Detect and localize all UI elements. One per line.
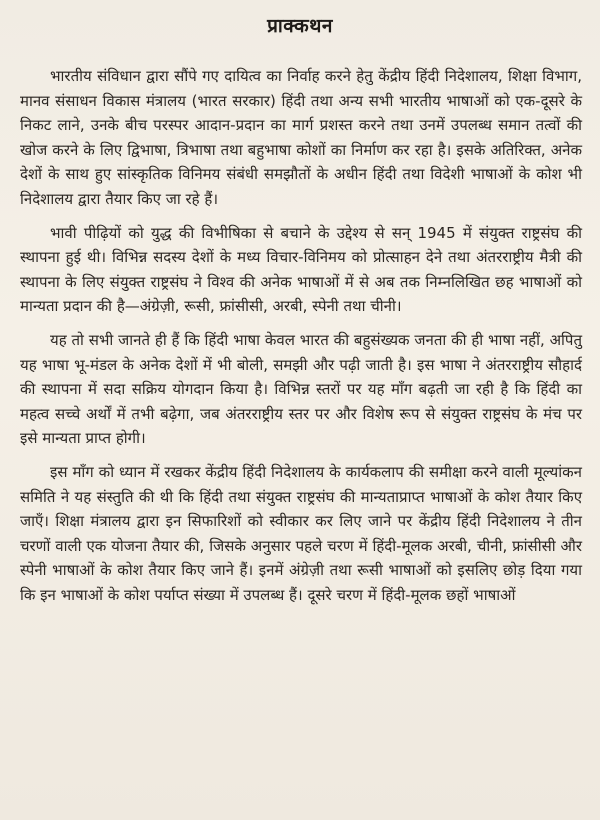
paragraph-4: इस माँग को ध्यान में रखकर केंद्रीय हिंदी निदेशालय के कार्यकलाप की समीक्षा करने वाली मूल्यांकन समिति ने यह संस्तुति की थी कि हिंदी तथा संयुक्त राष्ट्रसंघ की मान्यताप्राप्त भाषाओं के कोश तैयार किए जाएँ। शिक्षा मंत्रालय द्वारा इन सिफारिशों को स्वीकार कर लिए जाने पर केंद्रीय हिंदी निदेशालय ने तीन चरणों वाली एक योजना तैयार की, जिसके अनुसार पहले चरण में हिंदी-मूलक अरबी, चीनी, फ्रांसीसी और स्पेनी भाषाओं के कोश तैयार किए जाने हैं। इनमें अंग्रेज़ी तथा रूसी भाषाओं को इसलिए छोड़ दिया गया कि इन भाषाओं के कोश पर्याप्त संख्या में उपलब्ध हैं। दूसरे चरण में हिंदी-मूलक छहों भाषाओं	[20, 462, 582, 604]
body-text	[20, 64, 582, 616]
paragraph-1: भारतीय संविधान द्वारा सौंपे गए दायित्व का निर्वाह करने हेतु केंद्रीय हिंदी निदेशालय, शिक्षा विभाग, मानव संसाधन विकास मंत्रालय (भारत सरकार) हिंदी तथा अन्य सभी भारतीय भाषाओं को एक-दूसरे के निकट लाने, उनके बीच परस्पर आदान-प्रदान का मार्ग प्रशस्त करने तथा उनमें उपलब्ध समान तत्वों की खोज करने के लिए द्विभाषा, त्रिभाषा तथा बहुभाषा कोशों का निर्माण कर रहा है। इसके अतिरिक्त, अनेक देशों के साथ हुए सांस्कृतिक विनिमय संबंधी समझौतों के अधीन हिंदी तथा विदेशी भाषाओं के कोश भी निदेशालय द्वारा तैयार किए जा रहे हैं।	[20, 67, 582, 208]
paragraph-3: यह तो सभी जानते ही हैं कि हिंदी भाषा केवल भारत की बहुसंख्यक जनता की ही भाषा नहीं, अपितु यह भाषा भू-मंडल के अनेक देशों में भी बोली, समझी और पढ़ी जाती है। इस भाषा ने अंतरराष्ट्रीय सौहार्द की स्थापना में सदा सक्रिय योगदान किया है। विभिन्न स्तरों पर यह माँग बढ़ती जा रही है कि हिंदी का महत्व सच्चे अर्थों में तभी बढ़ेगा, जब अंतरराष्ट्रीय स्तर पर और विशेष रूप से संयुक्त राष्ट्रसंघ के मंच पर इसे मान्यता प्राप्त होगी।	[20, 330, 582, 448]
paragraph-2: भावी पीढ़ियों को युद्ध की विभीषिका से बचाने के उद्देश्य से सन् 1945 में संयुक्त राष्ट्रसंघ की स्थापना हुई थी। विभिन्न सदस्य देशों के मध्य विचार-विनिमय को प्रोत्साहन देने तथा अंतरराष्ट्रीय मैत्री की स्थापना के लिए संयुक्त राष्ट्रसंघ ने विश्व की अनेक भाषाओं में से अब तक निम्नलिखित छह भाषाओं को मान्यता प्रदान की है—अंग्रेज़ी, रूसी, फ्रांसीसी, अरबी, स्पेनी तथा चीनी।	[20, 223, 582, 316]
page-title: प्राक्कथन	[267, 15, 333, 37]
